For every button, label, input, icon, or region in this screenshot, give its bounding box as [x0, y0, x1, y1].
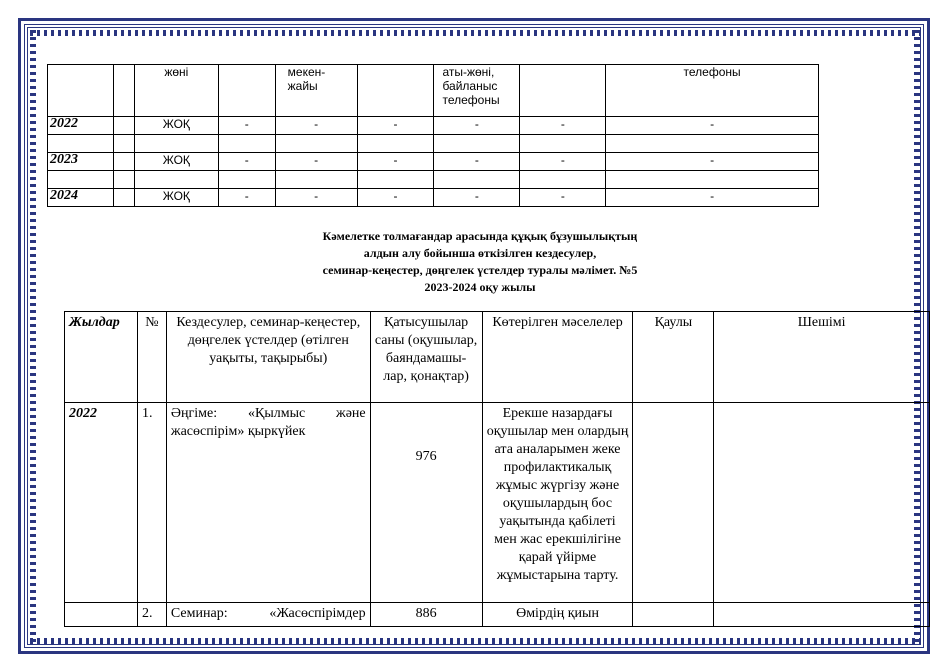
cell	[434, 171, 520, 189]
cell: -	[275, 117, 357, 135]
cell	[113, 153, 134, 171]
cell	[134, 171, 218, 189]
cell: ЖОҚ	[134, 189, 218, 207]
title-line: семинар-кеңестер, дөңгелек үстелдер туралы мәлімет. №5	[322, 263, 638, 277]
cell: -	[434, 189, 520, 207]
decision-cell	[714, 403, 930, 603]
cell	[357, 171, 434, 189]
cell	[48, 135, 114, 153]
event-cell: Әңгіме: «Қылмыс және жасөспірім» қыркүйек	[166, 403, 370, 603]
section-title	[200, 228, 760, 296]
table-row	[48, 153, 819, 171]
table-row-spacer	[48, 135, 819, 153]
table-row	[48, 117, 819, 135]
year-cell: 2024	[48, 189, 114, 207]
cell	[275, 171, 357, 189]
cell: -	[218, 189, 275, 207]
header-number: №	[137, 312, 166, 403]
header-decision: Шешімі	[714, 312, 930, 403]
border-ornament-bottom	[30, 638, 920, 644]
cell	[113, 171, 134, 189]
cell	[218, 135, 275, 153]
cell: -	[434, 153, 520, 171]
meetings-table	[64, 311, 930, 627]
participants-cell: 976	[370, 403, 482, 603]
cell	[134, 135, 218, 153]
resolution-cell	[633, 603, 714, 627]
offenders-table	[47, 64, 819, 207]
header-cell: телефоны	[606, 65, 819, 117]
cell	[275, 135, 357, 153]
cell: -	[357, 189, 434, 207]
title-line: 2023-2024 оқу жылы	[424, 280, 536, 294]
cell: -	[520, 189, 606, 207]
issues-cell: Өмірдің қиын	[482, 603, 633, 627]
cell	[113, 189, 134, 207]
number-cell: 2.	[137, 603, 166, 627]
year-cell: 2023	[48, 153, 114, 171]
header-cell	[520, 65, 606, 117]
cell: -	[520, 117, 606, 135]
table-header-row	[48, 65, 819, 117]
cell: -	[520, 153, 606, 171]
cell	[520, 171, 606, 189]
header-participants: Қатысушылар саны (оқушылар, баяндамашы-лар, қонақтар)	[370, 312, 482, 403]
cell: -	[275, 153, 357, 171]
event-cell: Семинар: «Жасөспірімдер	[166, 603, 370, 627]
cell	[434, 135, 520, 153]
table-row-spacer	[48, 171, 819, 189]
cell: ЖОҚ	[134, 117, 218, 135]
cell: -	[606, 153, 819, 171]
cell: -	[434, 117, 520, 135]
header-cell	[218, 65, 275, 117]
header-resolution: Қаулы	[633, 312, 714, 403]
table-row	[48, 189, 819, 207]
cell: -	[357, 117, 434, 135]
title-line: Кәмелетке толмағандар арасында құқық бұзушылықтың	[322, 229, 638, 243]
year-cell: 2022	[48, 117, 114, 135]
cell	[113, 117, 134, 135]
table-header-row	[65, 312, 930, 403]
participants-cell: 886	[370, 603, 482, 627]
cell	[520, 135, 606, 153]
cell: -	[606, 189, 819, 207]
cell: -	[275, 189, 357, 207]
header-events: Кездесулер, семинар-кеңестер, дөңгелек үстелдер (өтілген уақыты, тақырыбы)	[166, 312, 370, 403]
cell	[606, 135, 819, 153]
resolution-cell	[633, 403, 714, 603]
border-ornament-top	[30, 30, 920, 36]
border-ornament-left	[30, 30, 36, 642]
cell: -	[357, 153, 434, 171]
cell: ЖОҚ	[134, 153, 218, 171]
title-line: алдын алу бойынша өткізілген кездесулер,	[363, 246, 597, 260]
cell	[48, 171, 114, 189]
table-row	[65, 603, 930, 627]
header-cell	[113, 65, 134, 117]
header-cell: жөні	[134, 65, 218, 117]
cell: -	[218, 153, 275, 171]
year-cell: 2022	[65, 403, 138, 603]
header-issues: Көтерілген мәселелер	[482, 312, 633, 403]
cell: -	[218, 117, 275, 135]
cell	[606, 171, 819, 189]
year-cell	[65, 603, 138, 627]
table-row	[65, 403, 930, 603]
header-cell: аты-жөні, байланыс телефоны	[434, 65, 520, 117]
cell	[357, 135, 434, 153]
cell	[218, 171, 275, 189]
header-cell: мекен-жайы	[275, 65, 357, 117]
cell: -	[606, 117, 819, 135]
header-cell	[357, 65, 434, 117]
decision-cell	[714, 603, 930, 627]
header-cell	[48, 65, 114, 117]
number-cell: 1.	[137, 403, 166, 603]
header-years: Жылдар	[65, 312, 138, 403]
cell	[113, 135, 134, 153]
issues-cell: Ерекше назардағы оқушылар мен олардың ата аналарымен жеке профилактикалық жұмыс жүргізу және оқушылардың бос уақытында қабілеті мен жас ерекшілігіне қарай үйірме жұмыстарына тарту.	[482, 403, 633, 603]
